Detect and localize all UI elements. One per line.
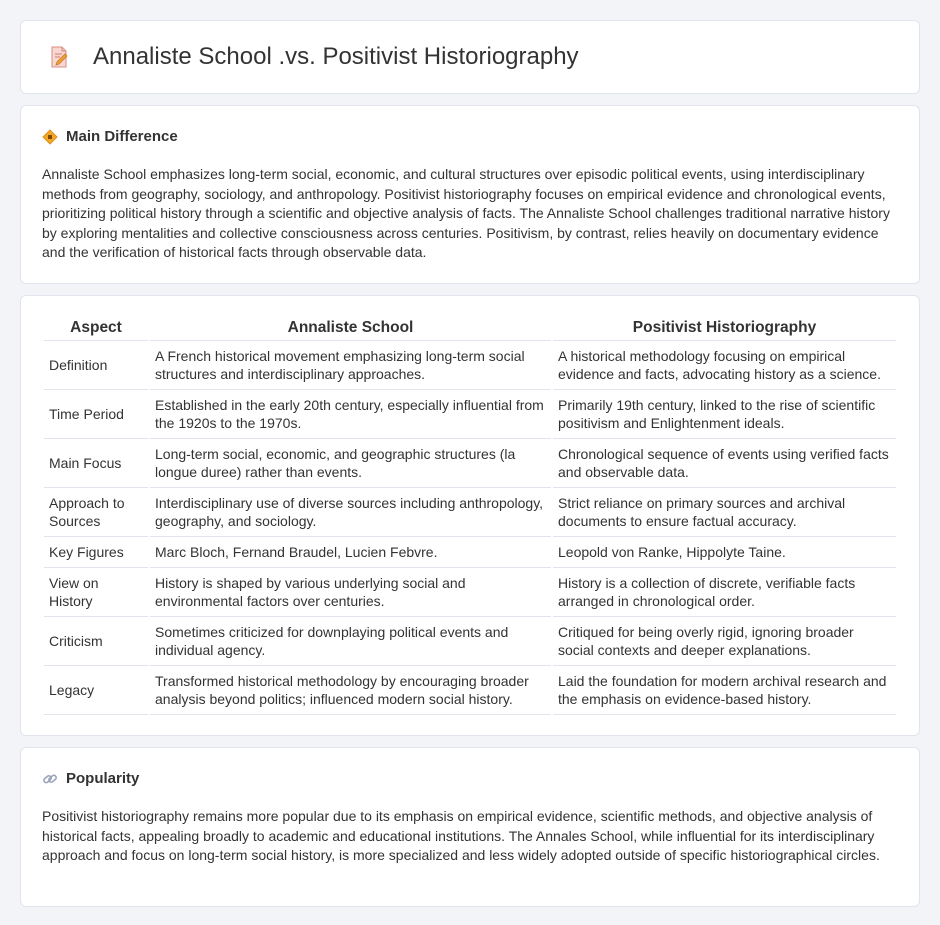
aspect-cell: Criticism [44,617,148,666]
popularity-text: Positivist historiography remains more popular due to its emphasis on empirical evidence, scientific methods, and objective analysis of historical facts, appealing broadly to academic and educational institutions. The Annales School, while influential for its interdisciplinary approach and focus on long-term social history, is more specialized and less widely adopted outside of specific historiographical circles. [42,808,880,863]
aspect-cell: Definition [44,341,148,390]
annaliste-cell: Long-term social, economic, and geographic structures (la longue duree) rather than events. [150,439,551,488]
positivist-cell: Strict reliance on primary sources and archival documents to ensure factual accuracy. [553,488,896,537]
table-row [44,568,896,617]
main-difference-heading [42,128,898,145]
positivist-cell: History is a collection of discrete, verifiable facts arranged in chronological order. [553,568,896,617]
table-row [44,488,896,537]
main-difference-section [20,105,920,284]
positivist-cell: Primarily 19th century, linked to the rise of scientific positivism and Enlightenment ideals. [553,390,896,439]
table-row [44,617,896,666]
header-positivist: Positivist Historiography [553,317,896,341]
table-header-row [44,317,896,341]
aspect-cell: View on History [44,568,148,617]
comparison-table-card [20,295,920,736]
table-row [44,341,896,390]
aspect-cell: Key Figures [44,537,148,568]
table-row [44,537,896,568]
popularity-heading [42,770,898,787]
annaliste-cell: Transformed historical methodology by encouraging broader analysis beyond politics; influenced modern social history. [150,666,551,715]
aspect-cell: Approach to Sources [44,488,148,537]
link-icon [42,771,58,787]
popularity-section [20,747,920,907]
table-row [44,439,896,488]
annaliste-cell: Sometimes criticized for downplaying political events and individual agency. [150,617,551,666]
aspect-cell: Time Period [44,390,148,439]
main-difference-title: Main Difference [66,128,178,145]
positivist-cell: Critiqued for being overly rigid, ignoring broader social contexts and deeper explanations. [553,617,896,666]
annaliste-cell: A French historical movement emphasizing long-term social structures and interdisciplinary approaches. [150,341,551,390]
positivist-cell: Laid the foundation for modern archival research and the emphasis on evidence-based history. [553,666,896,715]
document-edit-icon [47,45,71,69]
diamond-sign-icon [42,129,58,145]
annaliste-cell: Marc Bloch, Fernand Braudel, Lucien Febvre. [150,537,551,568]
page-title: Annaliste School .vs. Positivist Historiography [93,43,579,70]
aspect-cell: Main Focus [44,439,148,488]
positivist-cell: Chronological sequence of events using verified facts and observable data. [553,439,896,488]
annaliste-cell: Established in the early 20th century, especially influential from the 1920s to the 1970s. [150,390,551,439]
table-row [44,666,896,715]
popularity-title: Popularity [66,770,140,787]
aspect-cell: Legacy [44,666,148,715]
positivist-cell: A historical methodology focusing on empirical evidence and facts, advocating history as a science. [553,341,896,390]
positivist-cell: Leopold von Ranke, Hippolyte Taine. [553,537,896,568]
table-row [44,390,896,439]
annaliste-cell: History is shaped by various underlying social and environmental factors over centuries. [150,568,551,617]
main-difference-text: Annaliste School emphasizes long-term social, economic, and cultural structures over episodic political events, using interdisciplinary methods from geography, sociology, and anthropology. Positivist historiography focuses on empirical evidence and chronological events, prioritizing political history through a scientific and objective analysis of facts. The Annaliste School challenges traditional narrative history by exploring mentalities and collective consciousness across centuries. Positivism, by contrast, relies heavily on documentary evidence and the verification of historical facts through observable data. [42,166,890,260]
header-aspect: Aspect [44,317,148,341]
annaliste-cell: Interdisciplinary use of diverse sources including anthropology, geography, and sociology. [150,488,551,537]
header-card [20,20,920,94]
header-annaliste: Annaliste School [150,317,551,341]
comparison-table [42,317,898,715]
